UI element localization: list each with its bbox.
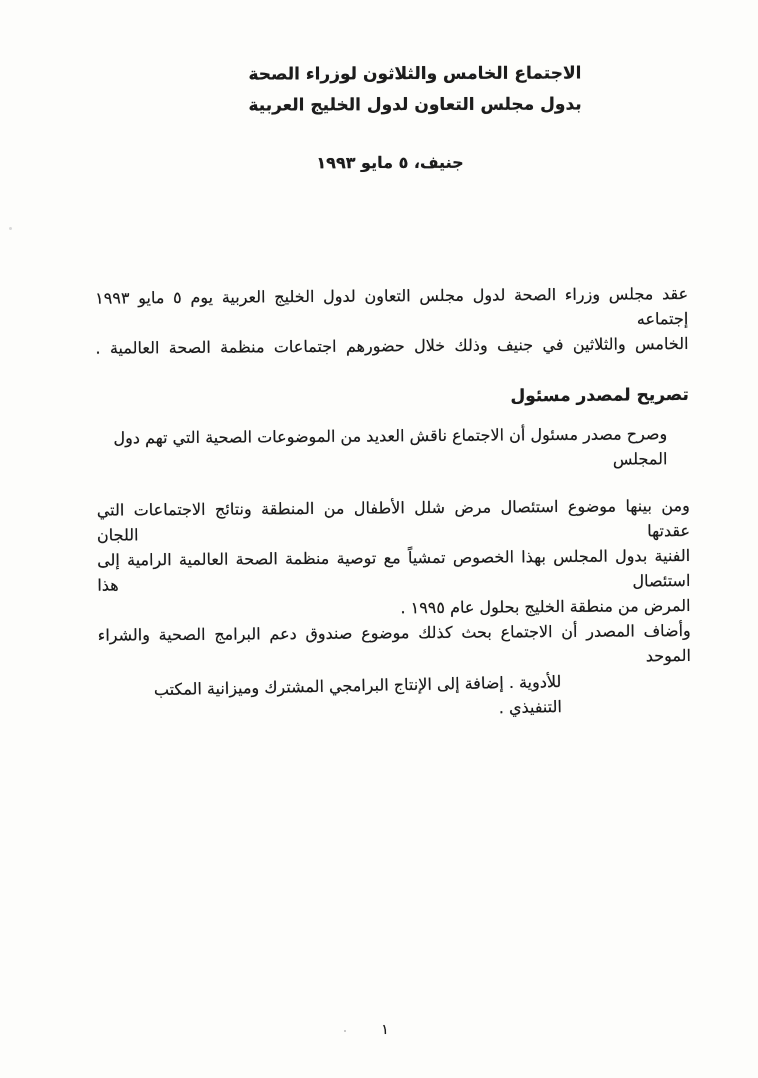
polio-paragraph: [97, 493, 691, 623]
paragraph-line: وأضاف المصدر أن الاجتماع بحث كذلك موضوع صندوق دعم البرامج الصحية والشراء الموحد: [97, 620, 692, 666]
paragraph-line: الفنية بدول المجلس بهذا الخصوص تمشياً مع توصية منظمة الصحة العالمية الرامية إلى استئصال هذا: [97, 545, 691, 595]
paragraph-line: ومن بينها موضوع استئصال مرض شلل الأطفال من المنطقة ونتائج الاجتماعات التي عقدتها اللجان: [96, 495, 691, 545]
scan-speck: [9, 227, 12, 230]
section-heading: تصريح لمصدر مسئول: [510, 384, 689, 407]
statement-paragraph: [96, 421, 689, 476]
closing-paragraph: [98, 618, 692, 723]
meeting-title-line1: الاجتماع الخامس والثلاثون لوزراء الصحة: [248, 63, 582, 85]
paragraph-line: الخامس والثلاثين في جنيف وذلك خلال حضورهم اجتماعات منظمة الصحة العالمية .: [95, 333, 689, 358]
paragraph-line: المرض من منطقة الخليج بحلول عام ١٩٩٥ .: [400, 595, 691, 618]
meeting-title-line2: بدول مجلس التعاون لدول الخليج العربية: [248, 94, 582, 116]
document-header: [72, 58, 758, 122]
paragraph-line: وصرح مصدر مسئول أن الاجتماع ناقش العديد من الموضوعات الصحية التي تهم دول المجلس: [113, 424, 668, 469]
page-number: ١: [381, 1022, 389, 1038]
paragraph-line: للأدوية . إضافة إلى الإنتاج البرامجي المشترك وميزانية المكتب التنفيذي .: [153, 672, 562, 718]
document-body: [95, 281, 691, 723]
opening-paragraph: [95, 281, 689, 361]
dateline: جنيف، ٥ مايو ١٩٩٣: [316, 152, 464, 173]
paragraph-line: عقد مجلس وزراء الصحة لدول مجلس التعاون لدول الخليج العربية يوم ٥ مايو ١٩٩٣ إجتماعه: [95, 283, 689, 329]
